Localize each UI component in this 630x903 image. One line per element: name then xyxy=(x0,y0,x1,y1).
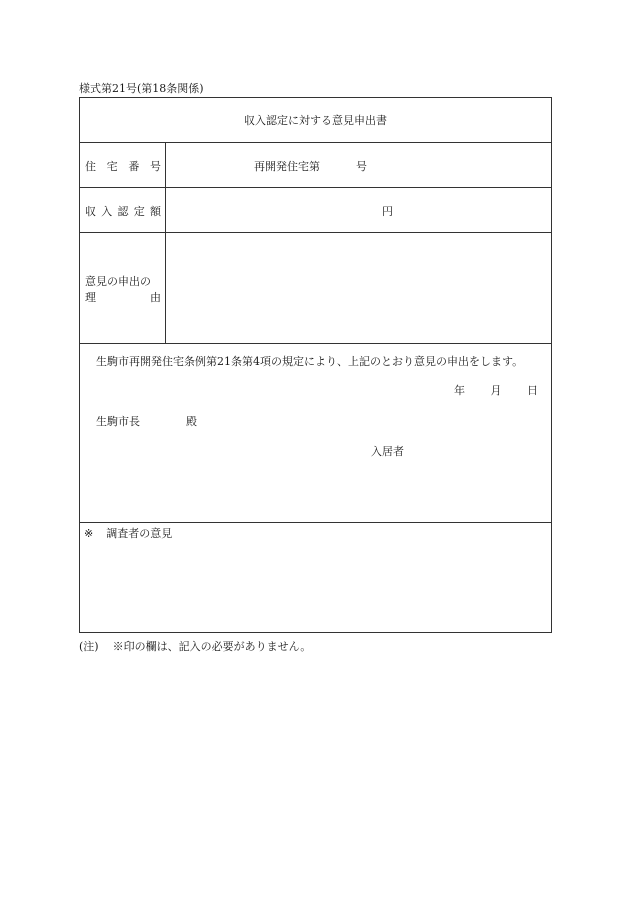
income-amount-field[interactable] xyxy=(166,188,551,232)
reason-label-line1: 意見の申出の xyxy=(85,275,151,288)
resident-label: 入居者 xyxy=(371,445,404,458)
investigator-opinion-section[interactable] xyxy=(80,523,551,632)
housing-number-suffix: 号 xyxy=(356,160,367,173)
declaration-section xyxy=(80,344,551,523)
footnote xyxy=(79,638,311,654)
opinion-form-table xyxy=(79,97,552,633)
label-char: 額 xyxy=(150,205,161,218)
addressee xyxy=(96,413,197,429)
investigator-opinion-text: 調査者の意見 xyxy=(106,527,173,540)
label-char: 宅 xyxy=(106,160,118,173)
yen-unit: 円 xyxy=(382,205,393,218)
year-label: 年 xyxy=(454,384,465,397)
investigator-opinion-label xyxy=(84,525,172,541)
label-char: 収 xyxy=(85,205,96,218)
reason-field[interactable] xyxy=(166,233,551,343)
label-char: 号 xyxy=(149,160,161,173)
form-title: 収入認定に対する意見申出書 xyxy=(80,98,551,143)
day-label: 日 xyxy=(527,384,538,397)
income-amount-label-cell xyxy=(80,188,166,232)
reason-label-line2 xyxy=(85,289,161,305)
label-char: 由 xyxy=(150,291,161,304)
label-char: 理 xyxy=(85,291,96,304)
housing-number-field[interactable] xyxy=(166,143,551,187)
label-char: 住 xyxy=(85,160,96,173)
label-char: 定 xyxy=(133,205,145,218)
reason-label-cell xyxy=(80,233,166,343)
income-amount-row xyxy=(80,188,551,233)
income-amount-label xyxy=(85,203,161,219)
label-char: 認 xyxy=(117,205,129,218)
footnote-prefix: (注) xyxy=(79,640,99,653)
addressee-name: 生駒市長 xyxy=(96,415,140,428)
form-number: 様式第21号(第18条関係) xyxy=(79,82,204,95)
reference-mark: ※ xyxy=(84,527,94,540)
footnote-text: ※印の欄は、記入の必要がありません。 xyxy=(112,640,312,653)
honorific: 殿 xyxy=(186,415,197,428)
housing-number-label xyxy=(85,158,161,174)
declaration-statement: 生駒市再開発住宅条例第21条第4項の規定により、上記のとおり意見の申出をします。 xyxy=(96,355,524,368)
date-field[interactable] xyxy=(454,382,538,398)
label-char: 入 xyxy=(101,205,113,218)
housing-number-prefix: 再開発住宅第 xyxy=(254,160,320,173)
housing-number-label-cell xyxy=(80,143,166,187)
housing-number-value xyxy=(254,158,367,174)
label-char: 番 xyxy=(128,160,140,173)
housing-number-row xyxy=(80,143,551,188)
month-label: 月 xyxy=(490,384,502,397)
resident-field[interactable] xyxy=(371,443,404,459)
reason-row xyxy=(80,233,551,344)
